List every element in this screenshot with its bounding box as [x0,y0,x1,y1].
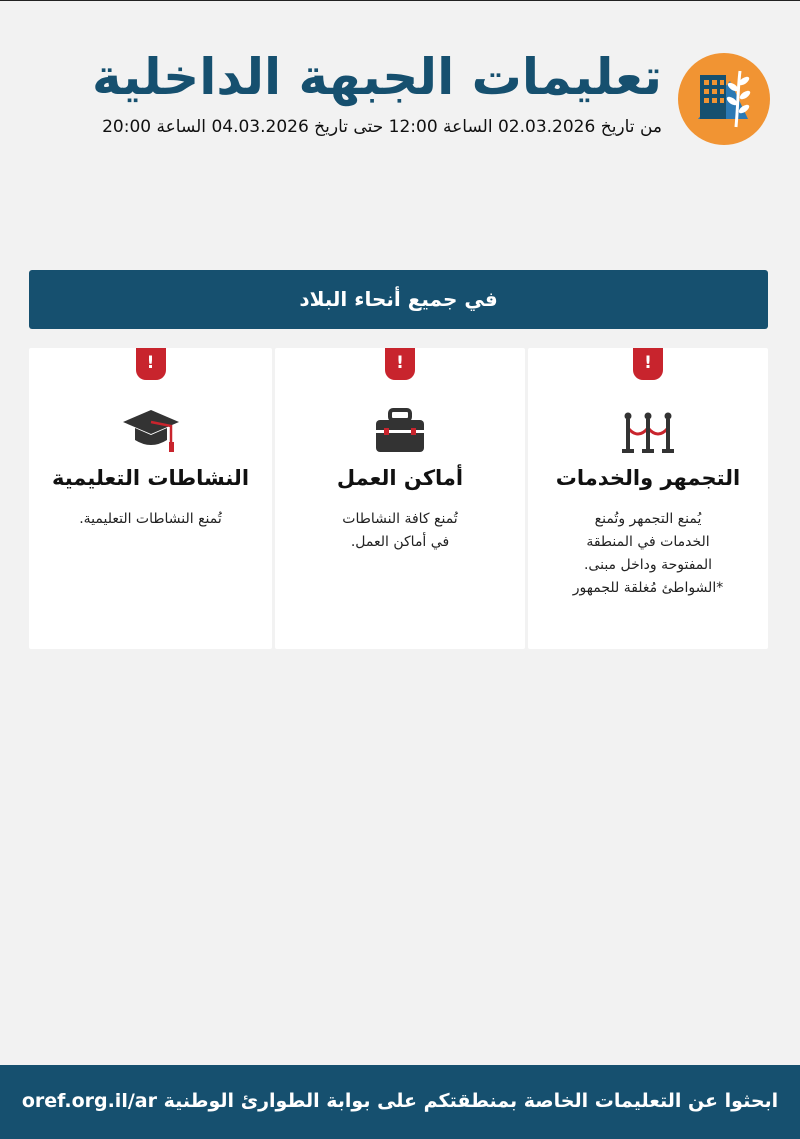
region-banner: في جميع أنحاء البلاد [29,270,768,329]
page-title: تعليمات الجبهة الداخلية [92,48,662,106]
card-description: تُمنع النشاطات التعليمية. [79,511,222,527]
home-front-command-logo-icon [678,53,770,145]
graduation-cap-icon [121,406,181,462]
briefcase-icon [370,406,430,462]
card-description: تُمنع كافة النشاطات في أماكن العمل. [342,511,458,550]
alert-badge: ! [633,348,663,380]
alert-badge: ! [385,348,415,380]
card-gatherings [528,348,768,649]
card-education [29,348,272,649]
card-workplaces [275,348,525,649]
date-range: من تاريخ 02.03.2026 الساعة 12:00 حتى تاريخ 04.03.2026 الساعة 20:00 [102,117,662,137]
card-description: يُمنع التجمهر وتُمنع الخدمات في المنطقة المفتوحة وداخل مبنى. *الشواطئ مُغلقة للجمهور [572,511,724,596]
card-title: النشاطات التعليمية [51,466,250,490]
crowd-barrier-icon [618,406,678,462]
card-title: التجمهر والخدمات [555,466,741,490]
instruction-cards [29,348,768,649]
footer-portal-link[interactable]: ابحثوا عن التعليمات الخاصة بمنطقتكم على بوابة الطوارئ الوطنية oref.org.il/ar [0,1065,800,1139]
alert-badge: ! [136,348,166,380]
card-title: أماكن العمل [336,466,464,490]
header [40,41,770,151]
